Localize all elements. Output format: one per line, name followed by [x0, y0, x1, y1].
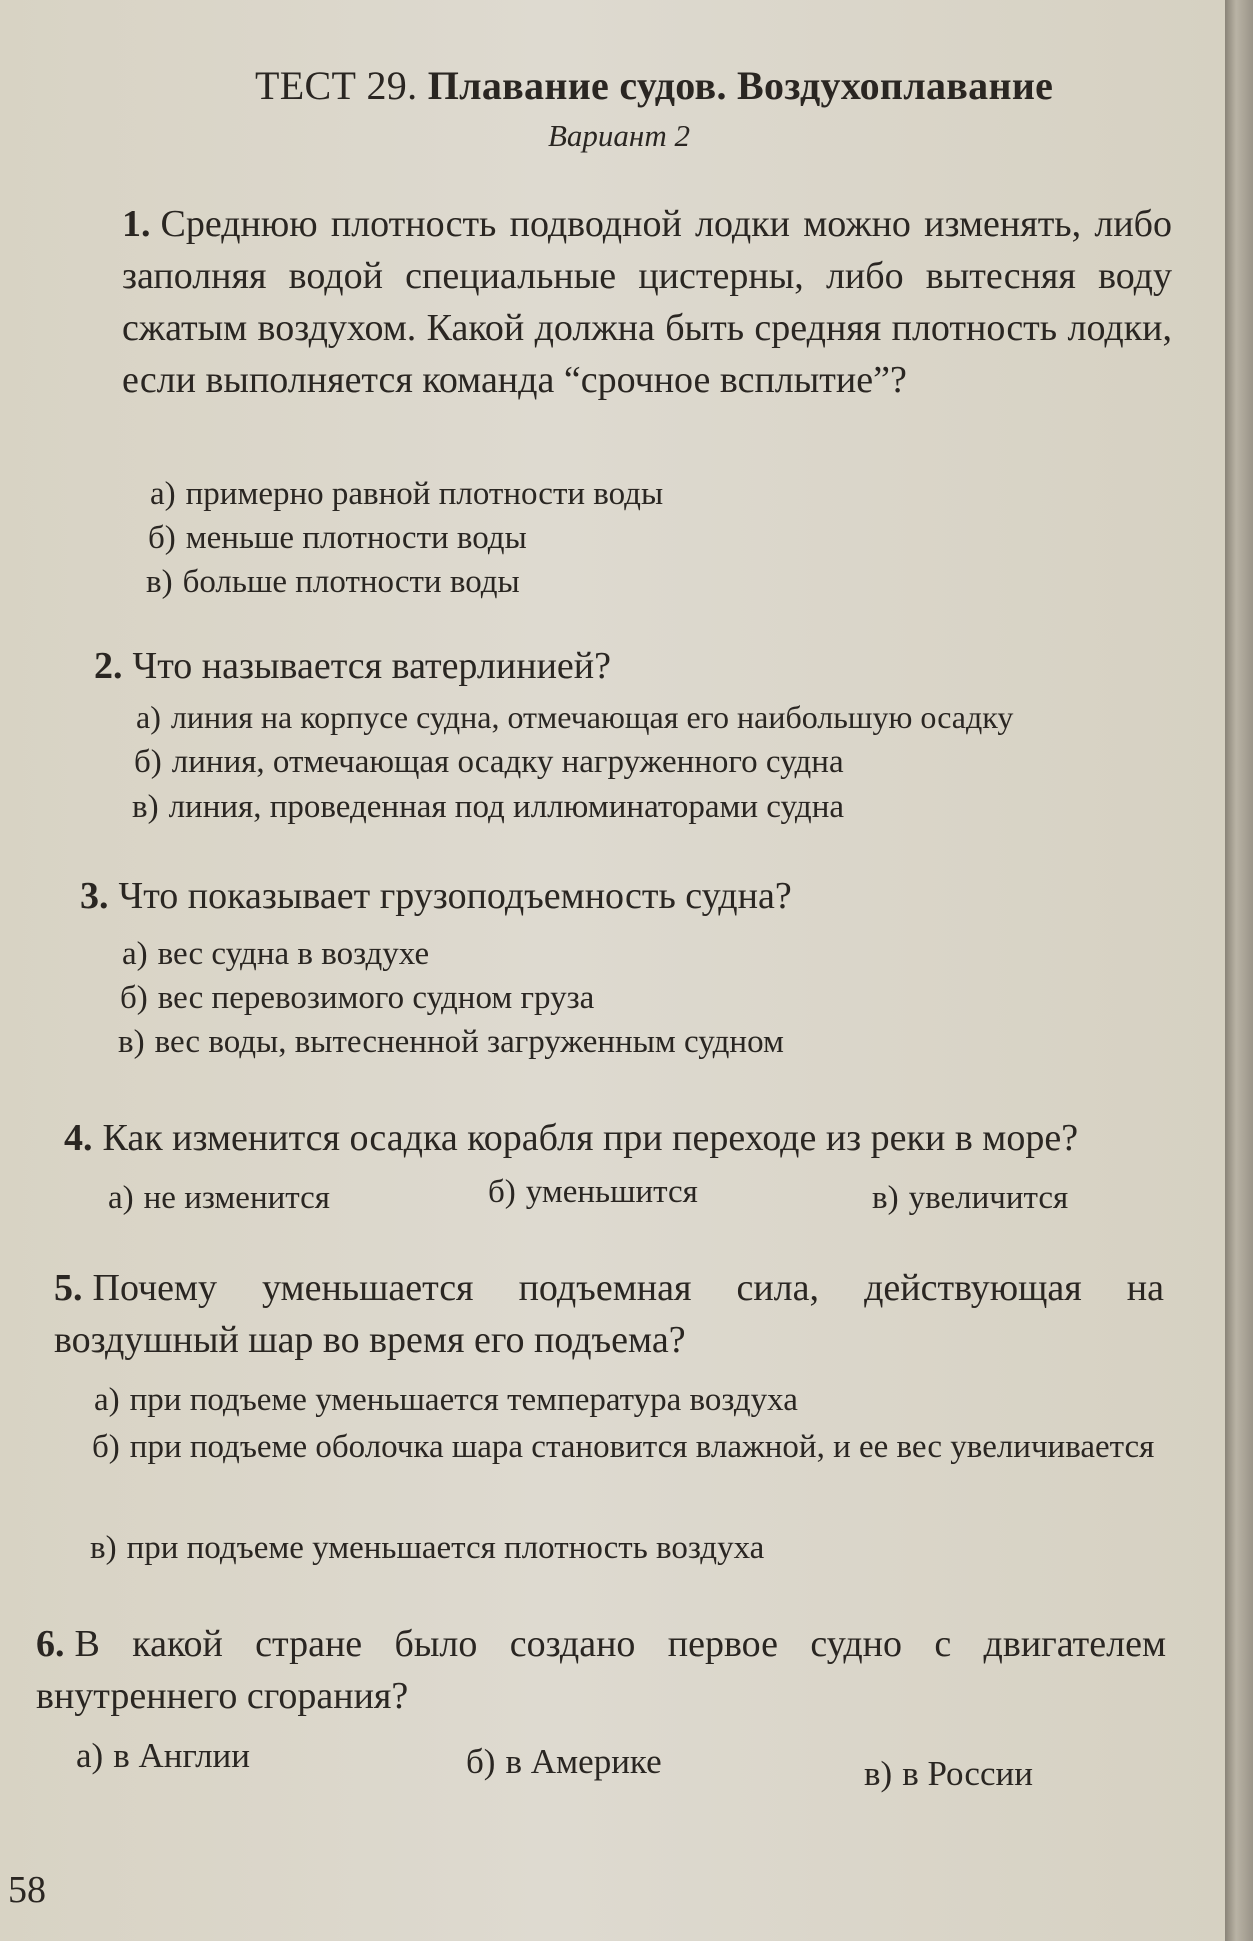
question-3-option-a: а) вес судна в воздухе: [122, 936, 430, 972]
test-topic: Плавание судов. Воздухоплавание: [427, 63, 1054, 108]
question-6-option-a: а) в Англии: [76, 1736, 250, 1775]
question-5: [54, 1262, 1164, 1366]
question-number: 2.: [94, 645, 123, 687]
question-5-option-b: б) при подъеме оболочка шара становится влажной, и ее вес увеличивается: [92, 1429, 1155, 1465]
question-5-option-c: в) при подъеме уменьшается плотность воздуха: [90, 1530, 765, 1566]
question-5-text: 5. Почему уменьшается подъемная сила, действующая на воздушный шар во время его подъема?: [54, 1267, 1164, 1361]
question-4: [64, 1112, 1174, 1164]
question-1-option-a: а) примерно равной плотности воды: [150, 476, 664, 512]
question-4-option-a: а) не изменится: [108, 1180, 330, 1216]
question-1-option-c: в) больше плотности воды: [146, 564, 520, 600]
question-number: 4.: [64, 1117, 93, 1159]
question-6-option-b: б) в Америке: [466, 1742, 662, 1781]
variant-label: Вариант 2: [548, 118, 690, 153]
question-number: 1.: [122, 203, 151, 245]
question-number: 6.: [36, 1623, 65, 1665]
question-number: 5.: [54, 1267, 83, 1309]
question-3-text: 3. Что показывает грузоподъемность судна?: [80, 875, 792, 917]
question-1: [122, 198, 1172, 406]
question-2: [94, 640, 1174, 692]
page-number: 58: [8, 1869, 46, 1911]
question-6-option-c: в) в России: [864, 1754, 1033, 1793]
page-edge-shadow: [1225, 0, 1253, 1941]
question-3-option-c: в) вес воды, вытесненной загруженным судном: [118, 1024, 784, 1060]
test-title: [255, 62, 1053, 109]
test-number: ТЕСТ 29.: [255, 63, 418, 108]
question-1-text: 1. Среднюю плотность подводной лодки можно изменять, либо заполняя водой специальные цистерны, либо вытесняя воду сжатым воздухом. Какой должна быть средняя плотность лодки, если выполняется команда “срочное всплытие”?: [122, 203, 1172, 401]
question-2-option-c: в) линия, проведенная под иллюминаторами судна: [132, 789, 845, 825]
question-2-option-b: б) линия, отмечающая осадку нагруженного судна: [134, 744, 844, 780]
question-number: 3.: [80, 875, 109, 917]
question-6-text: 6. В какой стране было создано первое судно с двигателем внутреннего сгорания?: [36, 1623, 1166, 1717]
question-3-option-b: б) вес перевозимого судном груза: [120, 980, 595, 1016]
question-4-option-c: в) увеличится: [872, 1180, 1069, 1216]
question-4-text: 4. Как изменится осадка корабля при переходе из реки в море?: [64, 1117, 1079, 1159]
question-5-option-a: а) при подъеме уменьшается температура воздуха: [94, 1382, 798, 1418]
question-1-option-b: б) меньше плотности воды: [148, 520, 527, 556]
question-2-text: 2. Что называется ватерлинией?: [94, 645, 611, 687]
question-6: [36, 1618, 1166, 1722]
question-4-option-b: б) уменьшится: [488, 1174, 698, 1210]
question-2-option-a: а) линия на корпусе судна, отмечающая его наибольшую осадку: [136, 699, 1014, 735]
question-3: [80, 870, 1170, 922]
